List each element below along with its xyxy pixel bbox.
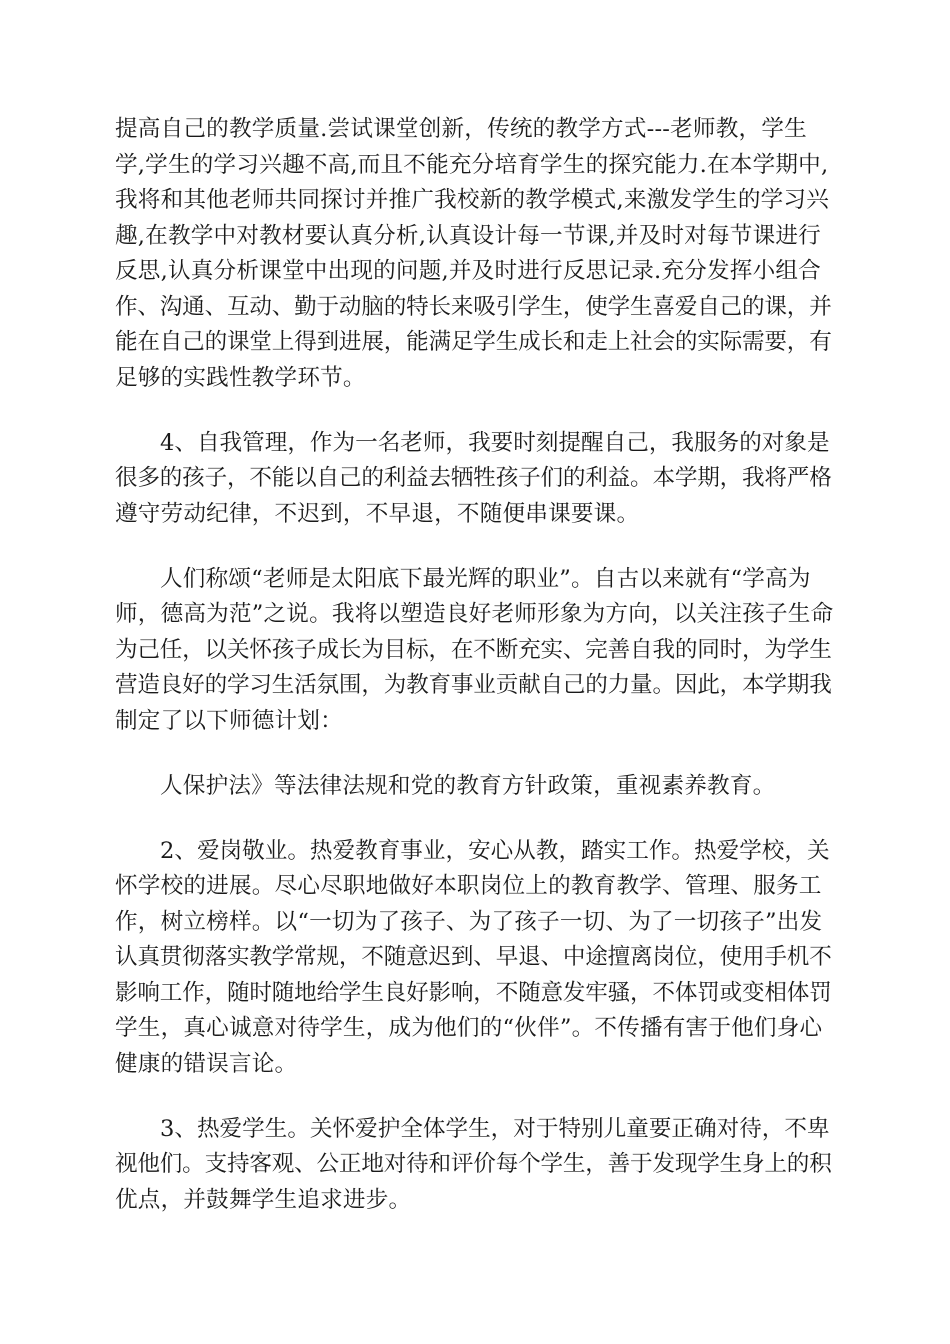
text-line: 反思,认真分析课堂中出现的问题,并及时进行反思记录.充分发挥小组合 xyxy=(115,258,821,284)
text-line: 师，德高为范”之说。我将以塑造良好老师形象为方向，以关注孩子生命 xyxy=(115,601,834,627)
text-line: 4、自我管理，作为一名老师，我要时刻提醒自己，我服务的对象是 xyxy=(160,429,830,456)
paragraph-spacer xyxy=(115,396,835,426)
text-line: 能在自己的课堂上得到进展，能满足学生成长和走上社会的实际需要，有 xyxy=(115,329,832,355)
text-line: 作，树立榜样。以“一切为了孩子、为了孩子一切、为了一切孩子”出发 xyxy=(115,908,823,935)
text-line: 我将和其他老师共同探讨并推广我校新的教学模式,来激发学生的学习兴 xyxy=(115,187,829,213)
text-line: 遵守劳动纪律，不迟到，不早退，不随便串课要课。 xyxy=(115,500,640,527)
paragraph-spacer xyxy=(115,739,835,769)
text-line: 学,学生的学习兴趣不高,而且不能充分培育学生的探究能力.在本学期中, xyxy=(115,151,829,178)
text-line: 学生，真心诚意对待学生，成为他们的“伙伴”。不传播有害于他们身心 xyxy=(115,1015,823,1041)
text-line: 提高自己的教学质量.尝试课堂创新，传统的教学方式---老师教，学生 xyxy=(115,116,807,142)
text-line: 足够的实践性教学环节。 xyxy=(115,364,366,391)
text-line: 作、沟通、互动、勤于动脑的特长来吸引学生，使学生喜爱自己的课，并 xyxy=(115,293,832,320)
text-line: 怀学校的进展。尽心尽职地做好本职岗位上的教育教学、管理、服务工 xyxy=(115,873,822,899)
text-line: 人保护法》等法律法规和党的教育方针政策，重视素养教育。 xyxy=(160,772,776,799)
text-line: 为己任，以关怀孩子成长为目标，在不断充实、完善自我的同时，为学生 xyxy=(115,636,832,663)
paragraph-dedication xyxy=(115,834,835,1083)
text-line: 营造良好的学习生活氛围，为教育事业贡献自己的力量。因此，本学期我 xyxy=(115,672,832,698)
paragraph-spacer xyxy=(115,804,835,834)
text-line: 3、热爱学生。关怀爱护全体学生，对于特别儿童要正确对待，不卑 xyxy=(160,1115,830,1142)
text-line: 趣,在教学中对教材要认真分析,认真设计每一节课,并及时对每节课进行 xyxy=(115,222,821,249)
text-line: 2、爱岗敬业。热爱教育事业，安心从教，踏实工作。热爱学校，关 xyxy=(160,837,830,864)
paragraph-spacer xyxy=(115,532,835,562)
paragraph-love-students xyxy=(115,1112,835,1219)
document-body xyxy=(115,112,835,1218)
text-line: 很多的孩子，不能以自己的利益去牺牲孩子们的利益。本学期，我将严格 xyxy=(115,465,832,491)
text-line: 健康的错误言论。 xyxy=(115,1050,298,1077)
paragraph-self-management xyxy=(115,426,835,533)
text-line: 制定了以下师德计划： xyxy=(115,707,343,734)
text-line: 优点，并鼓舞学生追求进步。 xyxy=(115,1186,412,1213)
paragraph-laws xyxy=(115,769,835,805)
text-line: 人们称颂“老师是太阳底下最光辉的职业”。自古以来就有“学高为 xyxy=(160,565,811,592)
text-line: 影响工作，随时随地给学生良好影响，不随意发牢骚，不体罚或变相体罚 xyxy=(115,979,832,1006)
text-line: 认真贯彻落实教学常规，不随意迟到、早退、中途擅离岗位，使用手机不 xyxy=(115,944,832,970)
paragraph-teaching-quality xyxy=(115,112,835,396)
paragraph-ethics-intro xyxy=(115,562,835,740)
text-line: 视他们。支持客观、公正地对待和评价每个学生，善于发现学生身上的积 xyxy=(115,1151,832,1177)
paragraph-spacer xyxy=(115,1082,835,1112)
